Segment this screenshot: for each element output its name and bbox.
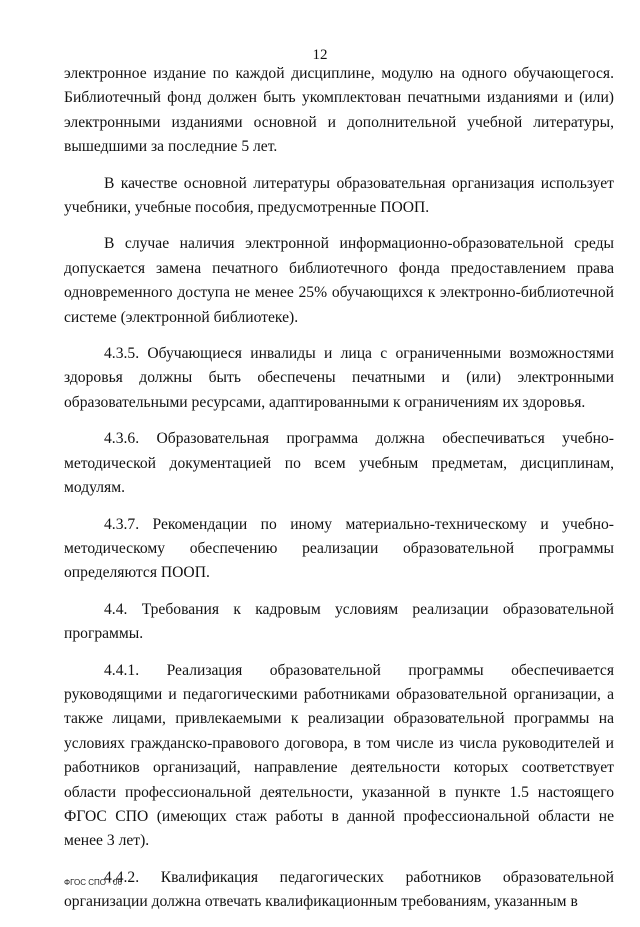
page-footer: ФГОС СПО - 06 xyxy=(64,878,122,887)
paragraph-4-4: 4.4. Требования к кадровым условиям реализации образовательной программы. xyxy=(64,600,614,643)
paragraph-4-4-1: 4.4.1. Реализация образовательной программы обеспечивается руководящими и педагогическими работниками образовательной организации, а также лицами, привлекаемыми к реализации образовательной программы на условиях гражданско-правового договора, в том числе из числа руководителей и работников организаций, направление деятельности которых соответствует области профессиональной деятельности, указанной в пункте 1.5 настоящего ФГОС СПО (имеющих стаж работы в данной профессиональной области не менее 3 лет). xyxy=(64,661,614,850)
paragraph-4-3-5: 4.3.5. Обучающиеся инвалиды и лица с ограниченными возможностями здоровья должны быть обеспечены печатными и (или) электронными образовательными ресурсами, адаптированными к ограничениям их здоровья. xyxy=(64,345,614,411)
page-number: 12 xyxy=(312,47,328,63)
paragraph-electronic-environment: В случае наличия электронной информационно-образовательной среды допускается замена печатного библиотечного фонда предоставлением права одновременного доступа не менее 25% обучающихся к электронно-библиотечной системе (электронной библиотеке). xyxy=(64,235,614,326)
paragraph-4-4-2: 4.4.2. Квалификация педагогических работников образовательной организации должна отвечать квалификационным требованиям, указанным в xyxy=(64,868,614,911)
document-body xyxy=(64,62,614,927)
paragraph-4-3-6: 4.3.6. Образовательная программа должна обеспечиваться учебно-методической документацией по всем учебным предметам, дисциплинам, модулям. xyxy=(64,430,614,497)
paragraph-library-fund: электронное издание по каждой дисциплине, модулю на одного обучающегося. Библиотечный фонд должен быть укомплектован печатными изданиями и (или) электронными изданиями основной и дополнительной учебной литературы, вышедшими за последние 5 лет. xyxy=(64,65,614,156)
paragraph-4-3-7: 4.3.7. Рекомендации по иному материально-техническому и учебно-методическому обеспечению реализации образовательной программы определяются ПООП. xyxy=(64,515,614,582)
paragraph-core-literature: В качестве основной литературы образовательная организация использует учебники, учебные пособия, предусмотренные ПООП. xyxy=(64,174,614,217)
